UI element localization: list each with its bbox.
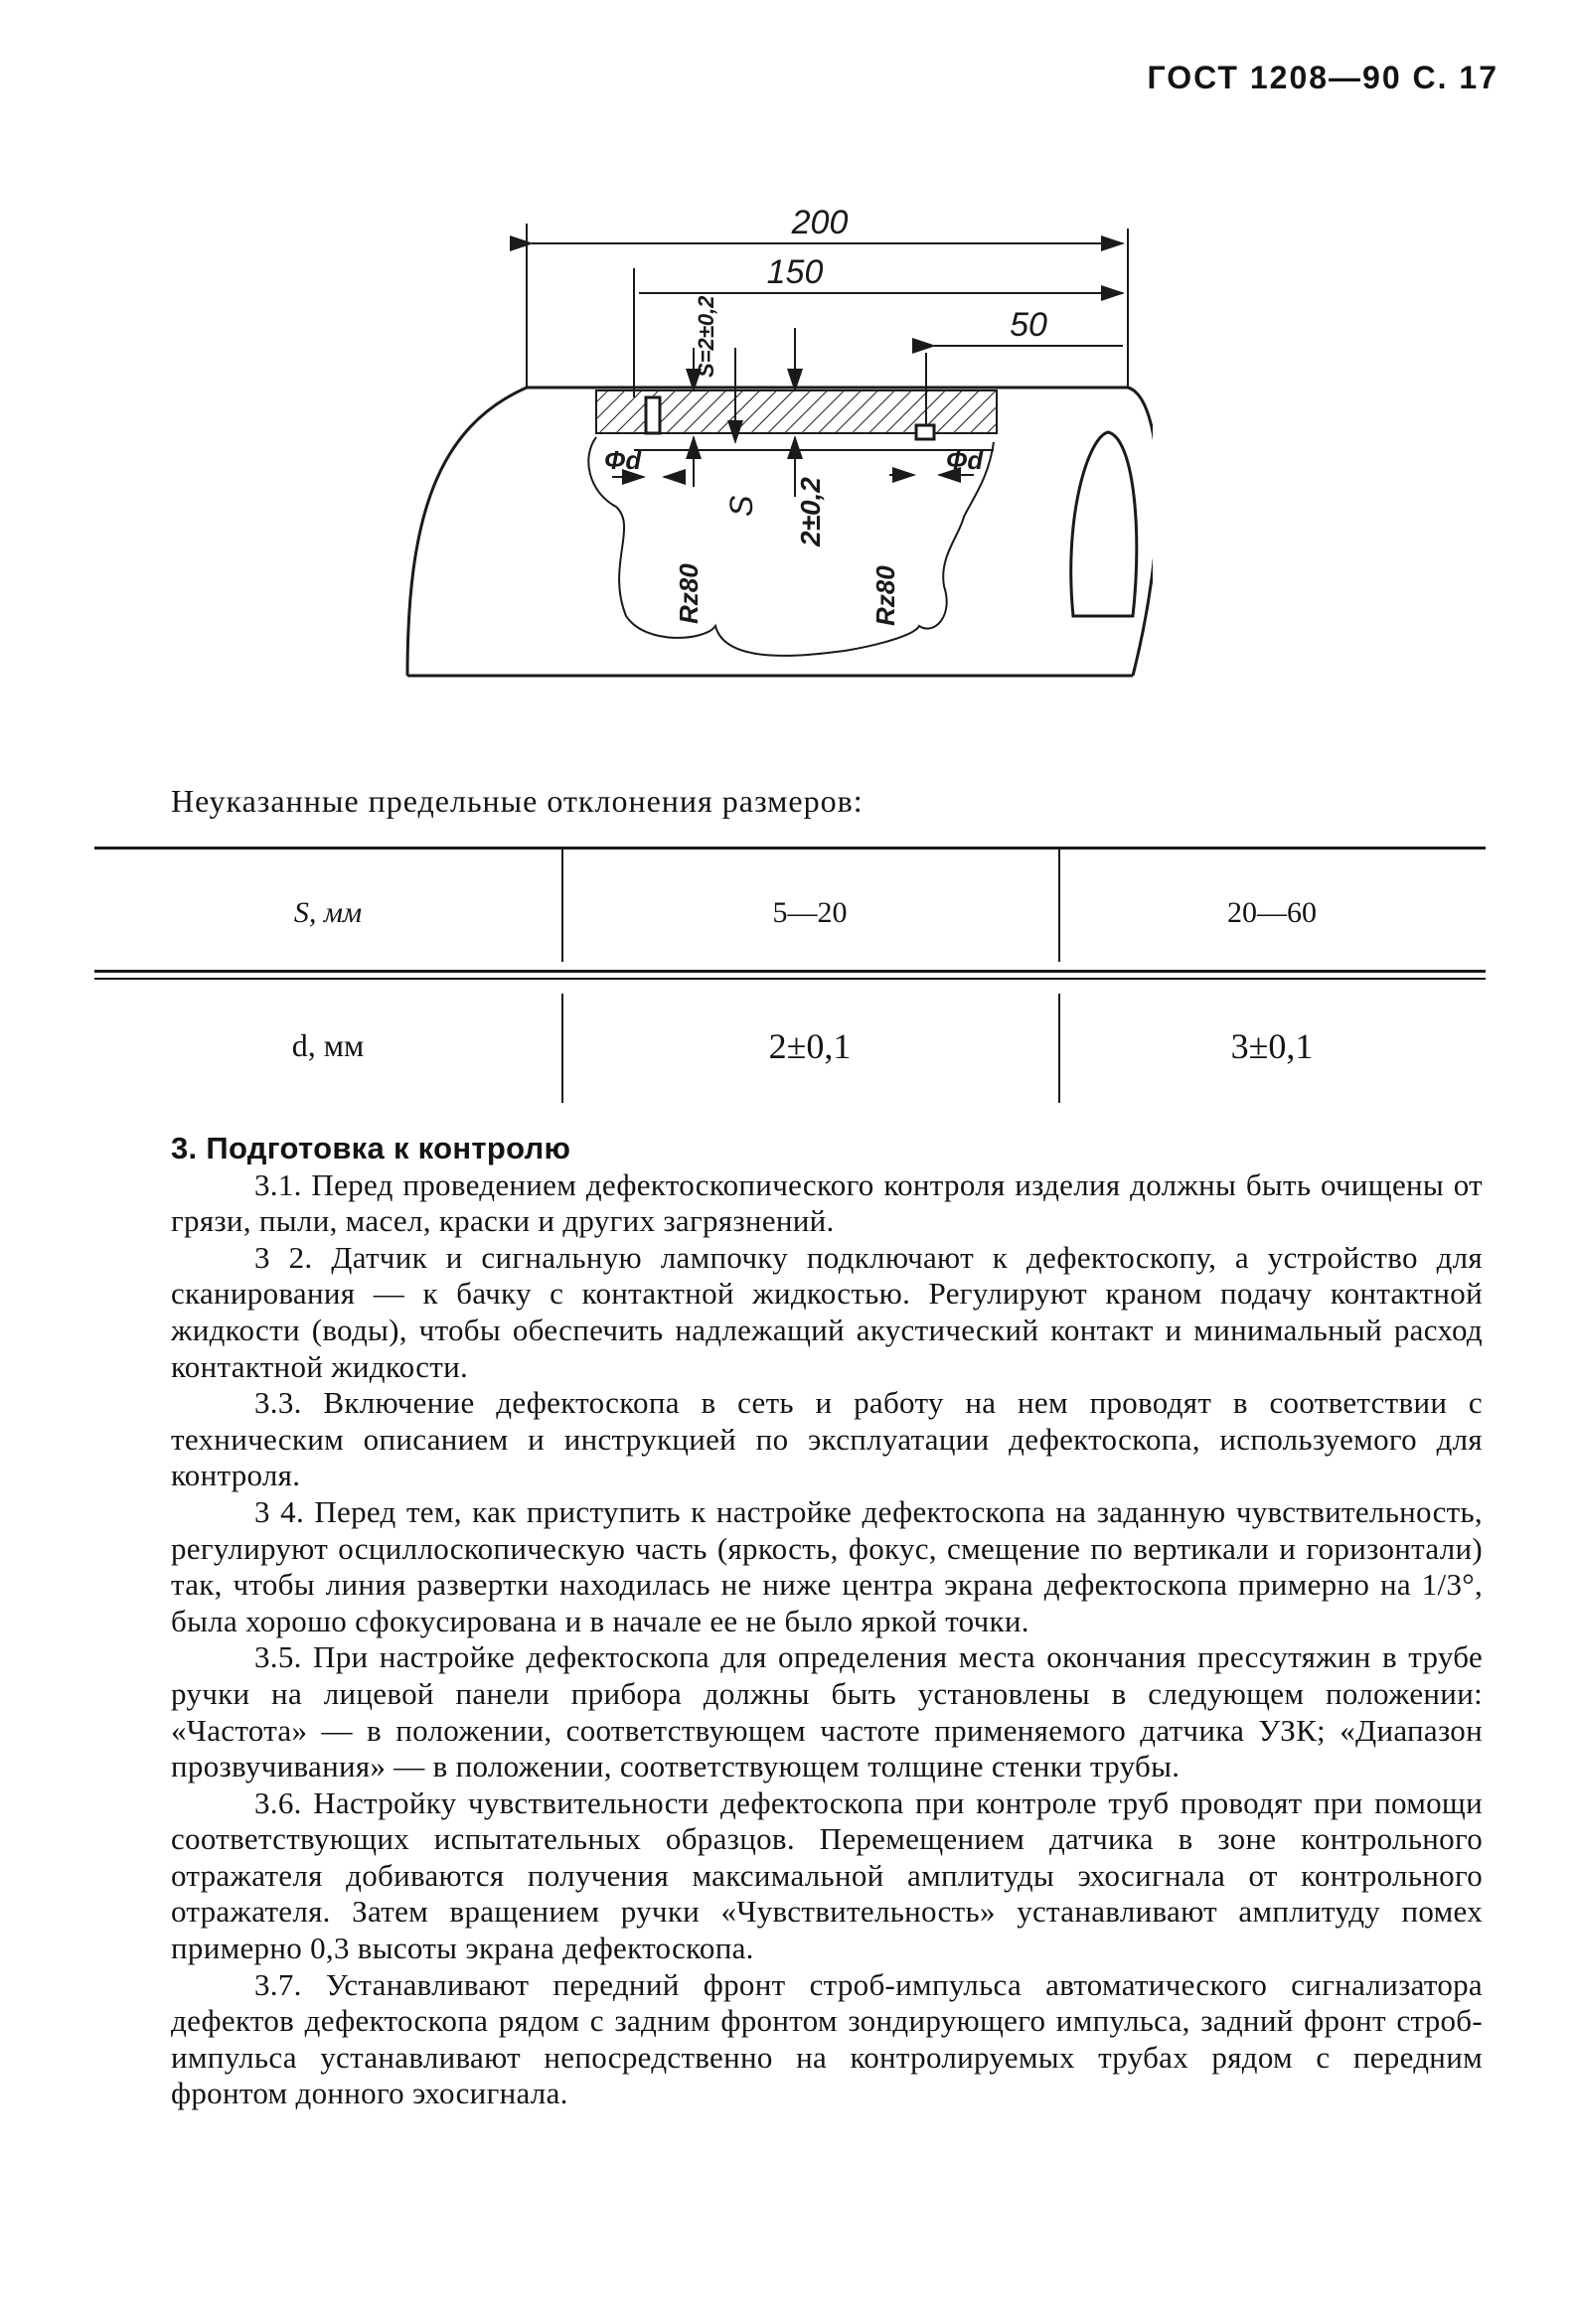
table-top-rule bbox=[94, 847, 1486, 850]
section-title: 3. Подготовка к контролю bbox=[171, 1131, 571, 1165]
paragraph-3-6: 3.6. Настройку чувствительности дефектоскопа при контроле труб проводят при помощи соответствующих испытательных образцов. Перемещением датчика в зоне контрольного отражателя добиваются получения максимальной амплитуды эхосигнала от контрольного отражателя. Затем вращением ручки «Чувствительность» устанавливают амплитуду помех примерно 0,3 высоты экрана дефектоскопа. bbox=[171, 1784, 1483, 1966]
label-phi-d-left: Φd bbox=[604, 445, 642, 475]
hole-right bbox=[916, 425, 934, 439]
paragraph-3-1: 3.1. Перед проведением дефектоскопического контроля изделия должны быть очищены от грязи, пыли, масел, краски и других загрязнений. bbox=[171, 1166, 1483, 1239]
label-2-tol: 2±0,2 bbox=[795, 477, 826, 546]
table-row2-col1: 2±0,1 bbox=[768, 1026, 852, 1066]
paragraph-3-5: 3.5. При настройке дефектоскопа для определения места окончания прессутяжин в трубе ручки на лицевой панели прибора должны быть установлены в следующем положении: «Частота» — в положении, соответствующем частоте применяемого датчика УЗК; «Диапазон прозвучивания» — в положении, соответствующем толщине стенки трубы. bbox=[171, 1639, 1483, 1784]
label-rz80-right: Rz80 bbox=[870, 565, 900, 626]
table-row2-col2: 3±0,1 bbox=[1230, 1026, 1314, 1066]
section-body bbox=[171, 1131, 1483, 2112]
paragraph-3-3: 3.3. Включение дефектоскопа в сеть и работу на нем проводят в соответствии с техническим описанием и инструкцией по эксплуатации дефектоскопа, используемого для контроля. bbox=[171, 1385, 1483, 1493]
cutout bbox=[588, 437, 994, 656]
table-header-rule-2 bbox=[94, 978, 1486, 980]
page-header: ГОСТ 1208—90 С. 17 bbox=[1147, 60, 1498, 95]
dim-total: 200 bbox=[791, 204, 849, 241]
hole-left bbox=[646, 397, 660, 433]
paragraph-3-2: 3 2. Датчик и сигнальную лампочку подключают к дефектоскопу, а устройство для сканирования — к бачку с контактной жидкостью. Регулируют краном подачу контактной жидкости (воды), чтобы обеспечить надлежащий акустический контакт и минимальный расход контактной жидкости. bbox=[171, 1239, 1483, 1384]
dim-s-tol: S=2±0,2 bbox=[694, 295, 718, 378]
label-rz80-left: Rz80 bbox=[674, 563, 704, 624]
table-row2-label: d, мм bbox=[291, 1027, 365, 1063]
dim-right: 50 bbox=[1010, 306, 1047, 344]
dim-middle: 150 bbox=[766, 253, 824, 291]
technical-drawing bbox=[378, 199, 1153, 705]
paragraph-3-7: 3.7. Устанавливают передний фронт строб-импульса автоматического сигнализатора дефектов дефектоскопа рядом с задним фронтом зондирующего импульса, задний фронт строб-импульса устанавливают непосредственно на контролируемых трубах рядом с передним фронтом донного эхосигнала. bbox=[171, 1966, 1483, 2111]
table-row1-label: S, мм bbox=[293, 896, 363, 929]
table-caption: Неуказанные предельные отклонения размеров: bbox=[171, 783, 864, 819]
table-header-rule bbox=[94, 970, 1486, 973]
table-row1-col1: 5—20 bbox=[772, 896, 848, 929]
paragraph-3-4: 3 4. Перед тем, как приступить к настройке дефектоскопа на заданную чувствительность, регулируют осциллоскопическую часть (яркость, фокус, смещение по вертикали и горизонтали) так, чтобы линия развертки находилась не ниже центра экрана дефектоскопа примерно на 1/3°, была хорошо сфокусирована и в начале ее не было яркой точки. bbox=[171, 1493, 1483, 1638]
label-phi-d-right: Φd bbox=[946, 445, 984, 475]
label-s: S bbox=[723, 495, 759, 517]
table-row1-col2: 20—60 bbox=[1227, 896, 1317, 929]
